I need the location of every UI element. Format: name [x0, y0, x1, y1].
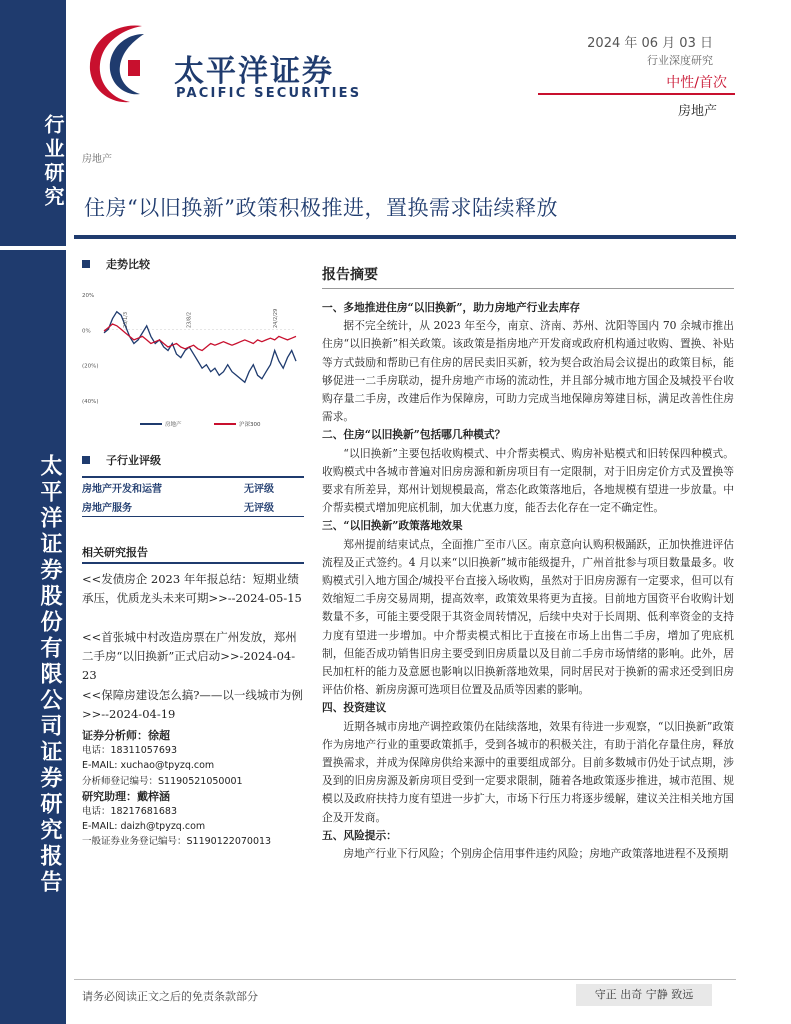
page-title: 住房“以旧换新”政策积极推进，置换需求陆续释放 — [84, 196, 558, 220]
trend-heading: 走势比较 — [82, 256, 150, 272]
summary-paragraph: 据不完全统计，从 2023 年至今，南京、济南、苏州、沈阳等国内 70 余城市推出住房“以旧换新”相关政策。该政策是指房地产开发商或政府机构通过收购、置换、补贴等方式鼓励和帮助已有住房的居民卖旧买新，较为契合政治局会议提出的政策目标，能够促进一二手房联动，提升房地产市场的流动性，并且部分城市地方国企及城投平台收购存量二手房，改建后作为保障房，可助力完成当地保障房筹建目标，满足改善性住房需求。 — [322, 319, 734, 424]
summary-paragraph: 近期各城市房地产调控政策仍在陆续落地，效果有待进一步观察，“以旧换新”政策作为房地产行业的重要政策抓手，受到各城市的积极关注，有助于消化存量住房，释放置换需求，并成为保障房供给来源中的重要组成部分。目前多数城市仍处于试点期，涉及到的旧房房源及新房项目受到一定要求限制，随着各地政策逐步推进，城市范围、规模以及政府扶持力度有望进一步扩大，市场下行压力将逐步缓解，建议关注相关地方国企及开发商。 — [322, 719, 734, 824]
related-report-link[interactable]: <<首张城中村改造房票在广州发放，郑州二手房“以旧换新”正式启动>>-2024-04-23 — [82, 630, 297, 682]
y-tick-label: 0% — [82, 328, 91, 335]
legend-label: 沪深300 — [239, 422, 261, 428]
summary-heading: 五、风险提示： — [322, 828, 397, 842]
analyst-info: 证券分析师：徐超 电话：18311057693 E-MAIL: xuchao@tpyzq.com 分析师登记编号：S1190521050001 研究助理：戴梓涵 电话：18217681683 E-MAIL: daizh@tpyzq.com 一般证券业务登记编号：S1190122070013 — [82, 729, 272, 848]
disclaimer-note: 请务必阅读正文之后的免责条款部分 — [82, 990, 258, 1003]
summary-heading: 二、住房“以旧换新”包括哪几种模式？ — [322, 428, 506, 442]
y-tick-label: (20%) — [82, 363, 99, 370]
table-row: 房地产服务 无评级 — [82, 503, 274, 514]
summary-heading: 一、多地推进住房“以旧换新”，助力房地产行业去库存 — [322, 301, 581, 314]
logo-cn-text: 太平洋证券 — [174, 54, 334, 89]
y-tick-label: 20% — [82, 293, 95, 299]
related-report-link[interactable]: <<保障房建设怎么搞?——以一线城市为例>>--2024-04-19 — [82, 688, 303, 721]
table-row: 房地产开发和运营 无评级 — [82, 484, 274, 495]
summary-paragraph: 房地产行业下行风险；个别房企信用事件违约风险；房地产政策落地进程不及预期 — [343, 847, 729, 861]
trend-chart — [82, 288, 304, 438]
summary-heading: 三、“以旧换新”政策落地效果 — [322, 519, 463, 533]
report-type: 行业深度研究 — [647, 54, 713, 67]
summary-rule — [322, 288, 734, 289]
summary-body — [322, 299, 734, 863]
logo-en-text: PACIFIC SECURITIES — [176, 86, 362, 101]
date-annotation: 24/2/29 — [272, 308, 279, 328]
category-label: 房地产 — [82, 154, 112, 165]
summary-paragraph: “以旧换新”主要包括收购模式、中介帮卖模式、购房补贴模式和旧转保四种模式。收购模式中各城市普遍对旧房房源和新房项目有一定限制，对于旧房定价方式及置换等要求有所差异，郑州计划规模最高，常态化政策落地后，各地规模有望进一步放量。中介帮卖模式增加兜底机制，加大优惠力度，能否去化存在一定不确定性。 — [322, 446, 734, 515]
industry-rating: 中性/首次 — [666, 75, 727, 91]
sector-label: 房地产 — [677, 104, 717, 119]
summary-heading: 四、投资建议 — [322, 701, 387, 715]
summary-title: 报告摘要 — [322, 267, 378, 283]
related-rule — [82, 562, 304, 564]
title-rule — [74, 235, 736, 239]
related-reports-heading: 相关研究报告 — [82, 546, 148, 559]
sub-industry-table — [82, 476, 304, 517]
pacific-logo-icon — [84, 20, 162, 106]
slogan-badge: 守正 出奇 宁静 致远 — [576, 984, 712, 1006]
legend-label: 房地产 — [165, 422, 182, 428]
y-tick-label: (40%) — [82, 399, 99, 405]
sub-industry-heading: 子行业评级 — [82, 452, 161, 468]
summary-paragraph: 郑州提前结束试点，全面推广至市八区。南京意向认购积极踊跃，正加快推进评估流程及正式签约。4 月以来“以旧换新”城市能级提升，广州首批参与项目数量最多。收购模式引入地方国企/城投平台直接入场收购，虽然对于旧房房源有一定要求，但可以有效缩短二手房交易周期，提高效率，政策效果将更为直接。目前地方国资平台收购计划数量不多，可能主要受限于其资金周转情况，后续中央对于长周期、低利率资金的支持力度有望进一步增加。中介帮卖模式相比于直接在市场上出售二手房，增加了兜底机制，但能否成功销售旧房主要受到旧房质量以及目前二手房市场情绪的影响。此外，居民加杠杆的能力及意愿也影响以旧换新落地效果，同时居民对于换新的需求还受到旧房评估价格、新房房源可选项目位置及品质等因素的影响。 — [322, 537, 734, 697]
sidebar-top-text: 行业研究 — [41, 114, 65, 210]
series-line — [104, 324, 296, 351]
related-report-link[interactable]: <<发债房企 2023 年年报总结：短期业绩承压，优质龙头未来可期>>--2024-05-15 — [82, 572, 302, 605]
square-bullet-icon — [82, 456, 90, 464]
square-bullet-icon — [82, 260, 90, 268]
date-annotation: 23/1/3 — [123, 311, 130, 328]
sidebar-bottom-text: 太平洋证券股份有限公司证券研究报告 — [37, 454, 63, 896]
report-date: 2024 年 06 月 03 日 — [587, 36, 713, 51]
date-annotation: 23/8/2 — [186, 311, 193, 328]
header-red-rule — [538, 93, 735, 95]
series-line — [104, 312, 296, 383]
footer-rule — [74, 979, 736, 980]
